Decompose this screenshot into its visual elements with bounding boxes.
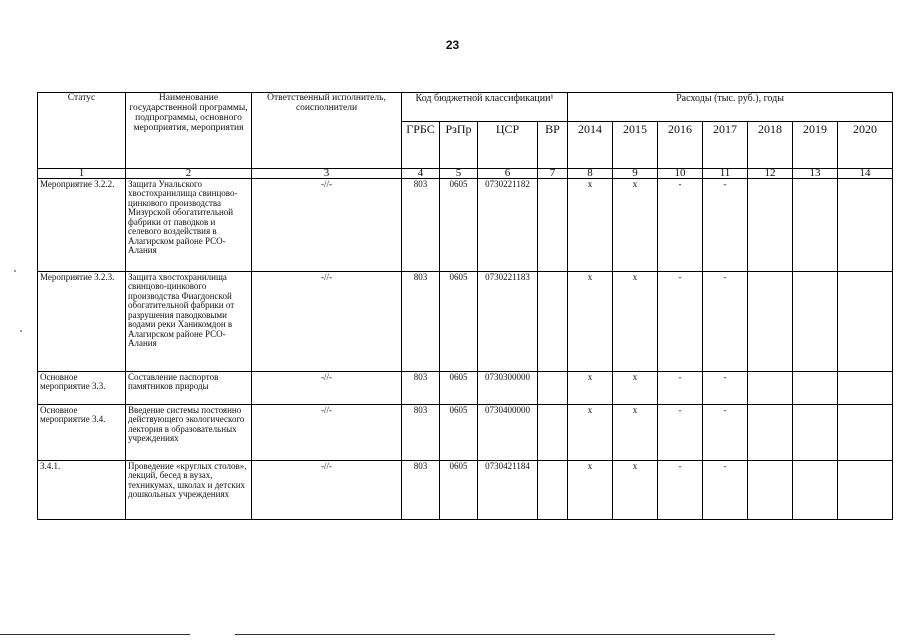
row-2020 (838, 179, 893, 272)
row-csr: 0730221183 (478, 272, 538, 372)
row-2017: - (703, 372, 748, 405)
row-grbs: 803 (402, 461, 440, 520)
table-row (38, 405, 893, 461)
row-name: Защита хвостохранилища свинцово-цинкового производства Фиагдонской обогатительной фабрики от разрушения паводковыми водами реки Ханикомдон в Алагирском районе РСО-Алания (126, 272, 252, 372)
row-grbs: 803 (402, 179, 440, 272)
row-status: Основное мероприятие 3.3. (38, 372, 126, 405)
row-2018 (748, 272, 793, 372)
row-grbs: 803 (402, 405, 440, 461)
row-2016: - (658, 272, 703, 372)
header-responsible: Ответственный исполнитель, соисполнители (252, 93, 402, 169)
header-status: Статус (38, 93, 126, 169)
row-responsible: -//- (252, 372, 402, 405)
row-vr (538, 272, 568, 372)
header-year-2018: 2018 (748, 122, 793, 169)
row-csr: 0730421184 (478, 461, 538, 520)
row-name: Проведение «круглых столов», лекций, бесед в вузах, техникумах, школах и детских дошкольных учреждениях (126, 461, 252, 520)
header-year-2020: 2020 (838, 122, 893, 169)
header-csr: ЦСР (478, 122, 538, 169)
row-2017: - (703, 179, 748, 272)
row-status: 3.4.1. (38, 461, 126, 520)
column-number: 8 (568, 169, 613, 179)
row-2019 (793, 405, 838, 461)
row-name: Введение системы постоянно действующего экологического лектория в образовательных учреждениях (126, 405, 252, 461)
row-2014: х (568, 372, 613, 405)
header-year-2015: 2015 (613, 122, 658, 169)
row-2015: х (613, 461, 658, 520)
row-rzpr: 0605 (440, 372, 478, 405)
column-number: 10 (658, 169, 703, 179)
row-grbs: 803 (402, 372, 440, 405)
row-csr: 0730221182 (478, 179, 538, 272)
row-2018 (748, 372, 793, 405)
row-responsible: -//- (252, 405, 402, 461)
row-csr: 0730300000 (478, 372, 538, 405)
row-2017: - (703, 461, 748, 520)
bottom-divider (0, 634, 190, 635)
page-number: 23 (445, 38, 460, 52)
row-2020 (838, 372, 893, 405)
header-row-1 (38, 93, 893, 122)
row-2015: х (613, 272, 658, 372)
row-vr (538, 372, 568, 405)
header-year-2019: 2019 (793, 122, 838, 169)
bottom-divider (235, 634, 775, 635)
row-rzpr: 0605 (440, 461, 478, 520)
row-2018 (748, 405, 793, 461)
row-2020 (838, 272, 893, 372)
row-2019 (793, 179, 838, 272)
column-number: 3 (252, 169, 402, 179)
header-vr: ВР (538, 122, 568, 169)
column-number: 5 (440, 169, 478, 179)
column-number: 2 (126, 169, 252, 179)
header-name: Наименование государственной программы, подпрограммы, основного мероприятия, мероприятия (126, 93, 252, 169)
row-grbs: 803 (402, 272, 440, 372)
row-2014: х (568, 461, 613, 520)
column-number: 12 (748, 169, 793, 179)
row-2016: - (658, 461, 703, 520)
row-2016: - (658, 179, 703, 272)
budget-table (37, 92, 893, 520)
header-year-2017: 2017 (703, 122, 748, 169)
column-number: 7 (538, 169, 568, 179)
row-csr: 0730400000 (478, 405, 538, 461)
table-row (38, 372, 893, 405)
row-name: Составление паспортов памятников природы (126, 372, 252, 405)
row-2018 (748, 179, 793, 272)
row-status: Мероприятие 3.2.3. (38, 272, 126, 372)
header-rzpr: РзПр (440, 122, 478, 169)
row-responsible: -//- (252, 461, 402, 520)
column-number: 4 (402, 169, 440, 179)
header-grbs: ГРБС (402, 122, 440, 169)
column-number: 1 (38, 169, 126, 179)
row-rzpr: 0605 (440, 179, 478, 272)
column-number: 14 (838, 169, 893, 179)
column-number-row (38, 169, 893, 179)
row-2019 (793, 461, 838, 520)
row-responsible: -//- (252, 272, 402, 372)
header-expenses: Расходы (тыс. руб.), годы (568, 93, 893, 122)
header-year-2014: 2014 (568, 122, 613, 169)
row-2019 (793, 372, 838, 405)
row-vr (538, 461, 568, 520)
row-2020 (838, 405, 893, 461)
row-2016: - (658, 405, 703, 461)
row-name: Защита Унальского хвостохранилища свинцово-цинкового производства Мизурской обогатительной фабрики от паводков и селевого воздействия в Алагирском районе РСО-Алания (126, 179, 252, 272)
table-row (38, 272, 893, 372)
header-budget-code: Код бюджетной классификации¹ (402, 93, 568, 122)
row-2017: - (703, 405, 748, 461)
row-vr (538, 405, 568, 461)
row-2014: х (568, 179, 613, 272)
row-rzpr: 0605 (440, 272, 478, 372)
row-rzpr: 0605 (440, 405, 478, 461)
header-year-2016: 2016 (658, 122, 703, 169)
row-2016: - (658, 372, 703, 405)
row-vr (538, 179, 568, 272)
row-2014: х (568, 405, 613, 461)
row-2020 (838, 461, 893, 520)
row-2018 (748, 461, 793, 520)
column-number: 9 (613, 169, 658, 179)
scan-artifact (14, 270, 16, 272)
scan-artifact (20, 330, 22, 332)
row-responsible: -//- (252, 179, 402, 272)
column-number: 13 (793, 169, 838, 179)
row-2019 (793, 272, 838, 372)
row-status: Мероприятие 3.2.2. (38, 179, 126, 272)
row-status: Основное мероприятие 3.4. (38, 405, 126, 461)
column-number: 6 (478, 169, 538, 179)
row-2015: х (613, 179, 658, 272)
row-2014: х (568, 272, 613, 372)
table-row (38, 461, 893, 520)
row-2015: х (613, 372, 658, 405)
table-row (38, 179, 893, 272)
row-2015: х (613, 405, 658, 461)
column-number: 11 (703, 169, 748, 179)
row-2017: - (703, 272, 748, 372)
